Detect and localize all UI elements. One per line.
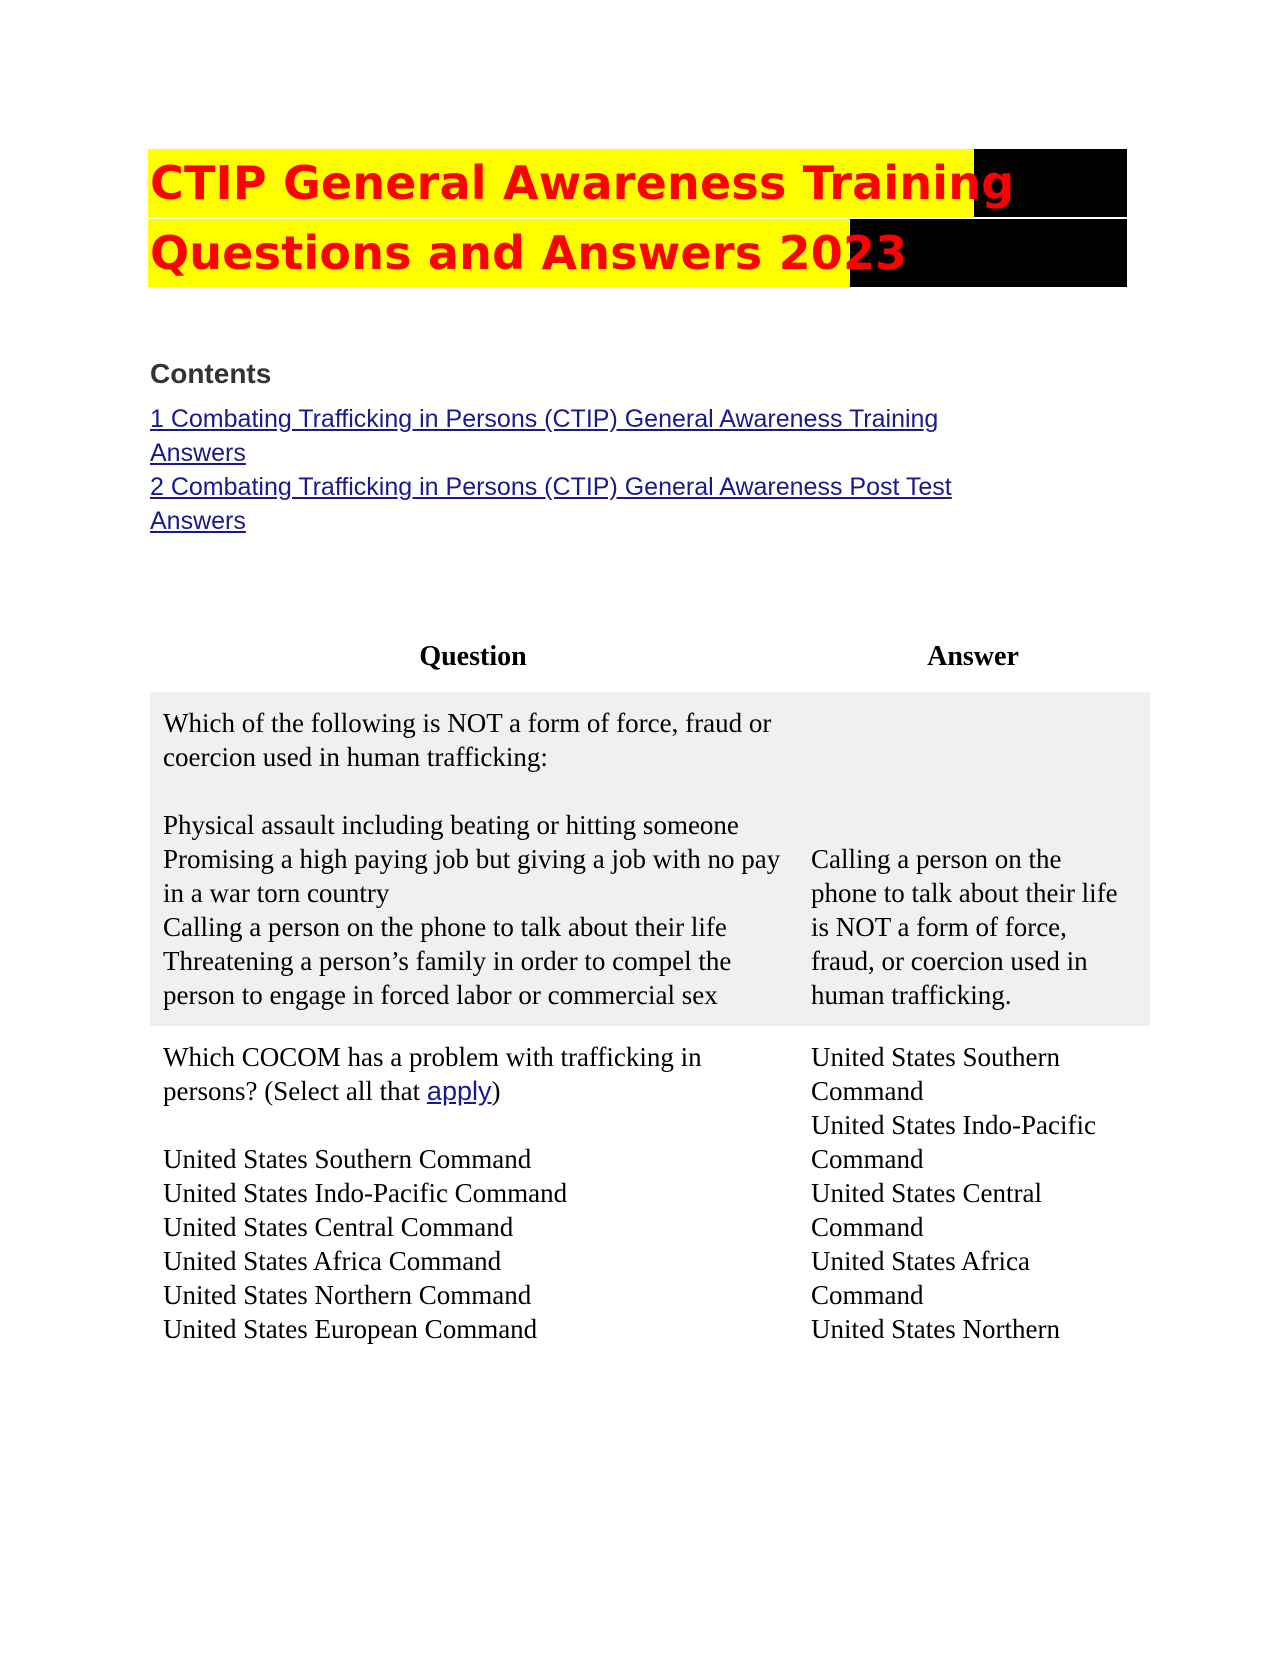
title-bar-line-2 <box>148 219 1127 287</box>
header-answer: Answer <box>927 641 1019 672</box>
toc-link-2-line-2: Answers <box>150 507 246 535</box>
toc-link-1[interactable] <box>150 402 1050 470</box>
option-item: United States Africa Command <box>163 1246 502 1276</box>
option-item: Threatening a person’s family in order to compel the person to engage in forced labor or commercial sex <box>163 946 732 1010</box>
header-question: Question <box>419 641 527 672</box>
answer-item: United States Africa Command <box>811 1246 1030 1310</box>
document-title <box>148 149 1127 289</box>
question-cell <box>150 1026 796 1360</box>
table-of-contents <box>150 402 1050 538</box>
option-item: United States Northern Command <box>163 1280 532 1310</box>
title-bar-line-1 <box>148 149 1127 217</box>
toc-link-2[interactable] <box>150 470 1050 538</box>
answer-cell <box>796 692 1150 1026</box>
answer-item: United States Central Command <box>811 1178 1042 1242</box>
answer-item: United States Southern Command <box>811 1042 1060 1106</box>
option-item: United States European Command <box>163 1314 538 1344</box>
answer-text: Calling a person on the phone to talk about their life is NOT a form of force, fraud, or coercion used in human trafficking. <box>811 844 1118 1010</box>
title-line-2: Questions and Answers 2023 <box>148 219 850 287</box>
option-item: Physical assault including beating or hitting someone <box>163 810 739 840</box>
option-item: United States Southern Command <box>163 1144 532 1174</box>
toc-link-2-line-1: 2 Combating Trafficking in Persons (CTIP) General Awareness Post Test <box>150 473 952 501</box>
answer-item: United States Indo-Pacific Command <box>811 1110 1096 1174</box>
qa-table <box>150 640 1150 1360</box>
contents-heading: Contents <box>150 358 272 389</box>
table-row <box>150 692 1150 1026</box>
toc-link-1-line-2: Answers <box>150 439 246 467</box>
question-text-prefix: Which COCOM has a problem with trafficking in persons? (Select all that <box>163 1042 702 1106</box>
question-text-suffix: ) <box>491 1076 501 1106</box>
table-row <box>150 1026 1150 1360</box>
question-text <box>163 1040 782 1108</box>
option-item: United States Indo-Pacific Command <box>163 1178 568 1208</box>
title-line-1: CTIP General Awareness Training <box>148 149 974 217</box>
toc-link-1-line-1: 1 Combating Trafficking in Persons (CTIP) General Awareness Training <box>150 405 939 433</box>
answer-item: United States Northern <box>811 1314 1060 1344</box>
option-item: Promising a high paying job but giving a job with no pay in a war torn country <box>163 844 781 908</box>
option-item: United States Central Command <box>163 1212 514 1242</box>
apply-link[interactable]: apply <box>426 1076 492 1106</box>
question-text: Which of the following is NOT a form of force, fraud or coercion used in human trafficking: <box>163 708 772 772</box>
question-cell <box>150 692 796 1026</box>
table-header-row <box>150 640 1150 692</box>
option-item: Calling a person on the phone to talk about their life <box>163 912 727 942</box>
answer-cell <box>796 1026 1150 1360</box>
